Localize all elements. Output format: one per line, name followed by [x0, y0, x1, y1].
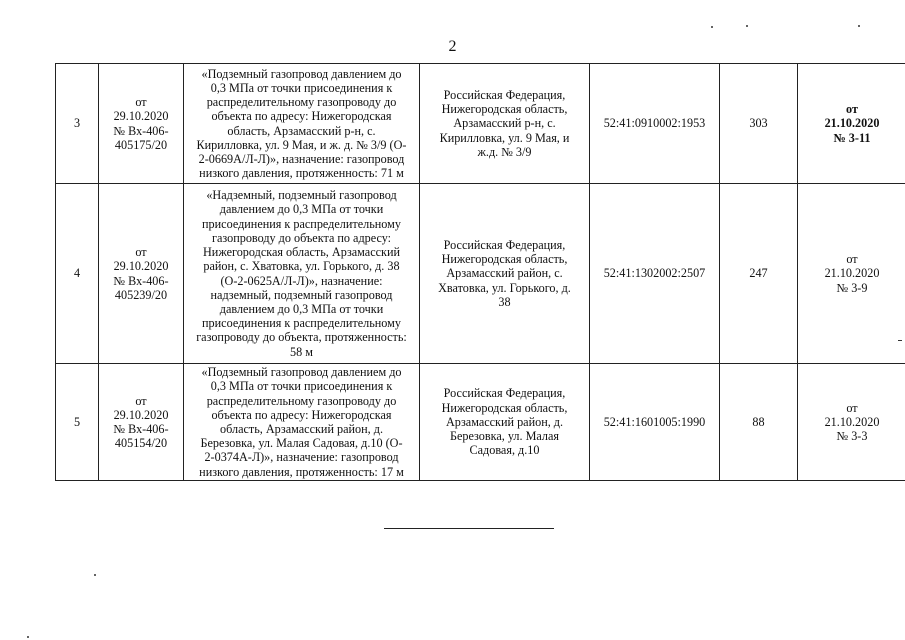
scan-speck	[898, 340, 902, 341]
description-line: присоединения к распределительному	[202, 216, 401, 231]
decision-line: № 3-11	[833, 130, 871, 145]
address-line: Арзамасский р-н, с.	[453, 116, 556, 131]
description-line: газопроводу до объекта по адресу:	[211, 230, 392, 245]
description-line: объекта по адресу: Нижегородская	[211, 109, 392, 124]
decision-line: 21.10.2020	[824, 266, 880, 281]
description-line: область, Арзамасский район, д.	[220, 422, 383, 436]
scan-speck	[94, 574, 96, 576]
letter-cell	[99, 364, 184, 481]
decision-line: 21.10.2020	[824, 116, 880, 131]
decision-line: от	[846, 102, 858, 117]
registry-table	[55, 63, 905, 481]
address-line: Нижегородская область,	[441, 400, 568, 415]
letter-line: от	[135, 95, 147, 110]
decision-line: от	[846, 252, 858, 267]
description-line: 2-0374А-Л)», назначение: газопровод	[204, 450, 399, 465]
description-cell	[184, 184, 420, 364]
description-cell	[184, 364, 420, 481]
description-line: «Надземный, подземный газопровод	[206, 188, 397, 203]
address-cell	[420, 64, 590, 184]
letter-cell	[99, 64, 184, 184]
table-row	[56, 364, 905, 481]
address-line: 38	[498, 294, 511, 309]
scan-speck	[746, 25, 748, 27]
count-cell: 88	[720, 364, 798, 481]
description-line: 2-0669А/Л-Л)», назначение: газопровод	[198, 151, 405, 166]
description-line: Березовка, ул. Малая Садовая, д.10 (О-	[200, 436, 403, 451]
letter-line: 405175/20	[114, 137, 168, 152]
decision-line: № 3-3	[836, 429, 868, 444]
scan-speck	[858, 25, 860, 27]
description-line: газопроводу до объекта, протяженность:	[196, 330, 407, 345]
description-line: район, с. Хватовка, ул. Горького, д. 38	[203, 259, 400, 274]
address-line: Нижегородская область,	[441, 102, 568, 117]
description-line: давлением до 0,3 МПа от точки	[219, 202, 384, 217]
letter-line: № Вх-406-	[113, 123, 169, 138]
count-cell: 247	[720, 184, 798, 364]
decision-line: № 3-9	[836, 280, 868, 295]
address-line: Российская Федерация,	[443, 87, 566, 102]
description-line: объекта по адресу: Нижегородская	[211, 407, 392, 422]
description-line: низкого давления, протяженность: 17 м	[199, 464, 404, 479]
table-row	[56, 64, 905, 184]
description-line: присоединения к распределительному	[202, 316, 401, 331]
letter-line: от	[135, 393, 147, 408]
address-line: Березовка, ул. Малая	[449, 429, 560, 444]
scan-speck	[27, 636, 29, 638]
address-line: ж.д. № 3/9	[477, 144, 532, 159]
address-line: Российская Федерация,	[443, 237, 566, 252]
description-line: область, Арзамасский р-н, с.	[227, 123, 376, 138]
letter-line: № Вх-406-	[113, 273, 169, 288]
description-line: Нижегородская область, Арзамасский	[203, 245, 400, 260]
count-cell: 303	[720, 64, 798, 184]
table-row	[56, 184, 905, 364]
description-line: 58 м	[290, 344, 313, 359]
letter-line: 405154/20	[114, 436, 168, 451]
row-number-cell: 3	[56, 64, 99, 184]
address-line: Арзамасский район, с.	[446, 266, 563, 281]
description-line: надземный, подземный газопровод	[210, 287, 393, 302]
letter-line: 29.10.2020	[113, 407, 169, 422]
description-line: 0,3 МПа от точки присоединения к	[210, 80, 393, 95]
closing-rule	[384, 528, 554, 529]
description-line: 0,3 МПа от точки присоединения к	[210, 379, 393, 394]
cadastral-number-cell: 52:41:1601005:1990	[590, 364, 720, 481]
letter-line: 405239/20	[114, 287, 168, 302]
description-line: (О-2-0625А/Л-Л)», назначение:	[220, 273, 383, 288]
decision-cell	[798, 64, 905, 184]
address-line: Российская Федерация,	[443, 386, 566, 401]
scan-speck	[711, 26, 713, 28]
description-line: «Подземный газопровод давлением до	[201, 66, 402, 81]
address-line: Арзамасский район, д.	[445, 414, 564, 429]
decision-line: от	[846, 400, 858, 415]
page-number: 2	[448, 38, 457, 55]
cadastral-number-cell: 52:41:0910002:1953	[590, 64, 720, 184]
description-line: низкого давления, протяженность: 71 м	[199, 166, 404, 181]
description-line: давлением до 0,3 МПа от точки	[219, 301, 384, 316]
letter-line: от	[135, 245, 147, 260]
address-line: Кирилловка, ул. 9 Мая, и	[439, 130, 570, 145]
description-line: распределительному газопроводу до	[206, 95, 397, 110]
letter-line: 29.10.2020	[113, 109, 169, 124]
description-line: Кирилловка, ул. 9 Мая, и ж. д. № 3/9 (О-	[196, 137, 407, 152]
address-line: Садовая, д.10	[469, 443, 540, 458]
row-number-cell: 5	[56, 364, 99, 481]
description-line: «Подземный газопровод давлением до	[201, 365, 402, 380]
address-cell	[420, 364, 590, 481]
decision-cell	[798, 364, 905, 481]
letter-line: 29.10.2020	[113, 259, 169, 274]
decision-cell	[798, 184, 905, 364]
decision-line: 21.10.2020	[824, 414, 880, 429]
row-number-cell: 4	[56, 184, 99, 364]
address-line: Нижегородская область,	[441, 252, 568, 267]
description-cell	[184, 64, 420, 184]
letter-line: № Вх-406-	[113, 422, 169, 436]
address-line: Хватовка, ул. Горького, д.	[438, 280, 571, 295]
address-cell	[420, 184, 590, 364]
cadastral-number-cell: 52:41:1302002:2507	[590, 184, 720, 364]
description-line: распределительному газопроводу до	[206, 393, 397, 408]
letter-cell	[99, 184, 184, 364]
